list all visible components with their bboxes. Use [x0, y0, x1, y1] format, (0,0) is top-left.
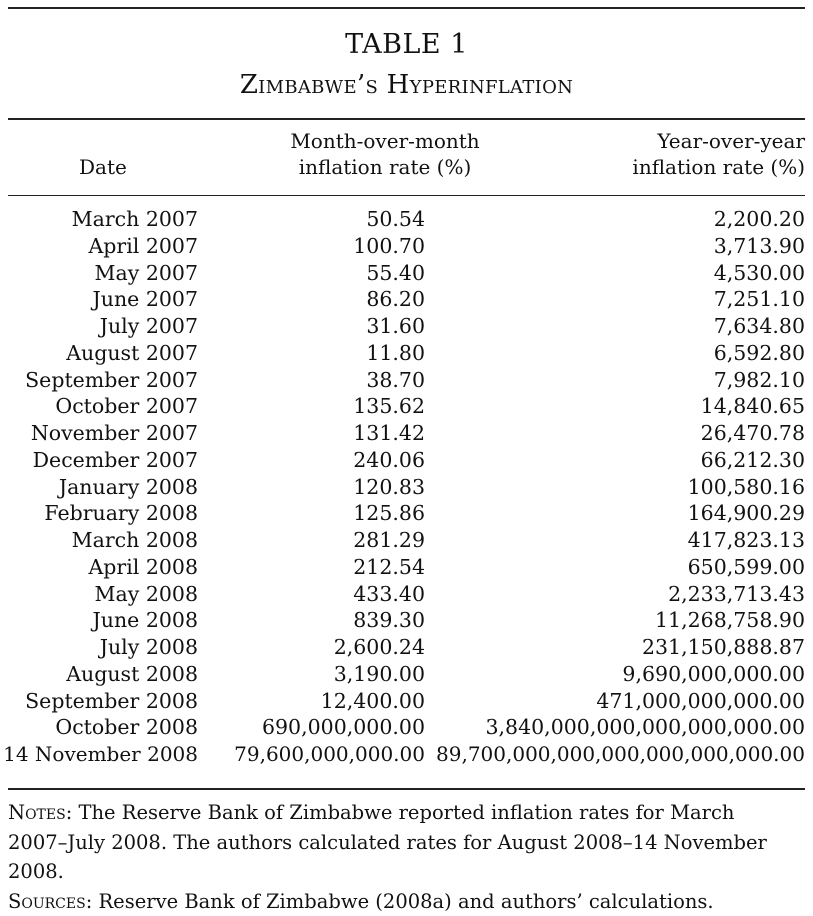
column-header-year-over-year: [580, 128, 805, 180]
cell-mom: 131.42: [353, 420, 425, 447]
cell-date: May 2007: [95, 260, 198, 287]
table-number: TABLE 1: [0, 30, 813, 60]
table-row: [0, 206, 813, 233]
table-row: [0, 367, 813, 394]
cell-yoy: 9,690,000,000.00: [622, 661, 805, 688]
cell-date: September 2008: [25, 688, 198, 715]
cell-mom: 55.40: [366, 260, 425, 287]
table-row: [0, 634, 813, 661]
column-header-yoy-line2: inflation rate (%): [580, 154, 805, 180]
sources-line: [8, 887, 808, 916]
cell-date: August 2008: [66, 661, 198, 688]
cell-mom: 79,600,000,000.00: [234, 741, 425, 768]
notes-label: Notes:: [8, 801, 72, 824]
column-header-yoy-line1: Year-over-year: [580, 128, 805, 154]
cell-mom: 38.70: [366, 367, 425, 394]
table-title: Zimbabwe’s Hyperinflation: [0, 70, 813, 100]
table-row: [0, 714, 813, 741]
table-row: [0, 661, 813, 688]
cell-date: October 2008: [55, 714, 198, 741]
cell-mom: 433.40: [353, 581, 425, 608]
cell-date: 14 November 2008: [3, 741, 198, 768]
cell-yoy: 7,634.80: [714, 313, 805, 340]
table-row: [0, 340, 813, 367]
cell-yoy: 26,470.78: [701, 420, 805, 447]
table-row: [0, 607, 813, 634]
cell-mom: 31.60: [366, 313, 425, 340]
cell-date: January 2008: [59, 474, 198, 501]
cell-date: February 2008: [44, 500, 198, 527]
table-row: [0, 474, 813, 501]
cell-yoy: 231,150,888.87: [642, 634, 805, 661]
cell-mom: 120.83: [353, 474, 425, 501]
cell-date: July 2008: [100, 634, 198, 661]
cell-date: April 2007: [88, 233, 198, 260]
cell-mom: 135.62: [353, 393, 425, 420]
cell-date: July 2007: [100, 313, 198, 340]
cell-yoy: 650,599.00: [688, 554, 805, 581]
table-row: [0, 393, 813, 420]
cell-yoy: 6,592.80: [714, 340, 805, 367]
column-header-month-over-month: [265, 128, 505, 180]
table-row: [0, 688, 813, 715]
subheader-rule: [8, 195, 805, 196]
cell-date: June 2008: [93, 607, 198, 634]
table-row: [0, 313, 813, 340]
cell-yoy: 7,251.10: [714, 286, 805, 313]
cell-yoy: 3,840,000,000,000,000,000.00: [485, 714, 805, 741]
cell-date: October 2007: [55, 393, 198, 420]
cell-mom: 12,400.00: [321, 688, 425, 715]
cell-date: December 2007: [33, 447, 198, 474]
cell-mom: 3,190.00: [334, 661, 425, 688]
table-row: [0, 286, 813, 313]
cell-mom: 86.20: [366, 286, 425, 313]
cell-mom: 690,000,000.00: [262, 714, 425, 741]
cell-mom: 50.54: [366, 206, 425, 233]
cell-date: May 2008: [95, 581, 198, 608]
table-body: [0, 206, 813, 768]
cell-date: June 2007: [93, 286, 198, 313]
cell-yoy: 417,823.13: [688, 527, 805, 554]
column-header-mom-line2: inflation rate (%): [265, 154, 505, 180]
table-row: [0, 500, 813, 527]
cell-yoy: 2,200.20: [714, 206, 805, 233]
cell-yoy: 4,530.00: [714, 260, 805, 287]
cell-date: March 2008: [72, 527, 198, 554]
cell-yoy: 100,580.16: [688, 474, 805, 501]
cell-yoy: 7,982.10: [714, 367, 805, 394]
cell-date: September 2007: [25, 367, 198, 394]
cell-yoy: 14,840.65: [701, 393, 805, 420]
column-header-mom-line1: Month-over-month: [265, 128, 505, 154]
top-rule: [8, 7, 805, 9]
cell-date: April 2008: [88, 554, 198, 581]
notes-line-2: 2007–July 2008. The authors calculated rates for August 2008–14 November 2008.: [8, 828, 808, 887]
table-row: [0, 741, 813, 768]
cell-mom: 100.70: [353, 233, 425, 260]
table-notes: [8, 798, 808, 916]
cell-mom: 125.86: [353, 500, 425, 527]
table-row: [0, 554, 813, 581]
sources-text: Reserve Bank of Zimbabwe (2008a) and authors’ calculations.: [92, 890, 713, 913]
cell-mom: 839.30: [353, 607, 425, 634]
cell-yoy: 471,000,000,000.00: [596, 688, 805, 715]
cell-mom: 2,600.24: [334, 634, 425, 661]
cell-yoy: 89,700,000,000,000,000,000,000.00: [436, 741, 805, 768]
bottom-rule: [8, 788, 805, 790]
sources-label: Sources:: [8, 890, 92, 913]
table-row: [0, 260, 813, 287]
notes-text-1: The Reserve Bank of Zimbabwe reported inflation rates for March: [72, 801, 734, 824]
cell-yoy: 3,713.90: [714, 233, 805, 260]
cell-date: March 2007: [72, 206, 198, 233]
column-header-date: Date: [79, 154, 127, 180]
cell-date: November 2007: [31, 420, 198, 447]
table-row: [0, 233, 813, 260]
table-row: [0, 527, 813, 554]
cell-yoy: 11,268,758.90: [655, 607, 805, 634]
table-row: [0, 447, 813, 474]
cell-yoy: 66,212.30: [701, 447, 805, 474]
table-row: [0, 581, 813, 608]
table-row: [0, 420, 813, 447]
cell-yoy: 164,900.29: [688, 500, 805, 527]
cell-date: August 2007: [66, 340, 198, 367]
cell-mom: 212.54: [353, 554, 425, 581]
notes-line-1: [8, 798, 808, 828]
cell-mom: 240.06: [353, 447, 425, 474]
header-rule: [8, 118, 805, 120]
cell-mom: 11.80: [366, 340, 425, 367]
cell-yoy: 2,233,713.43: [668, 581, 805, 608]
cell-mom: 281.29: [353, 527, 425, 554]
